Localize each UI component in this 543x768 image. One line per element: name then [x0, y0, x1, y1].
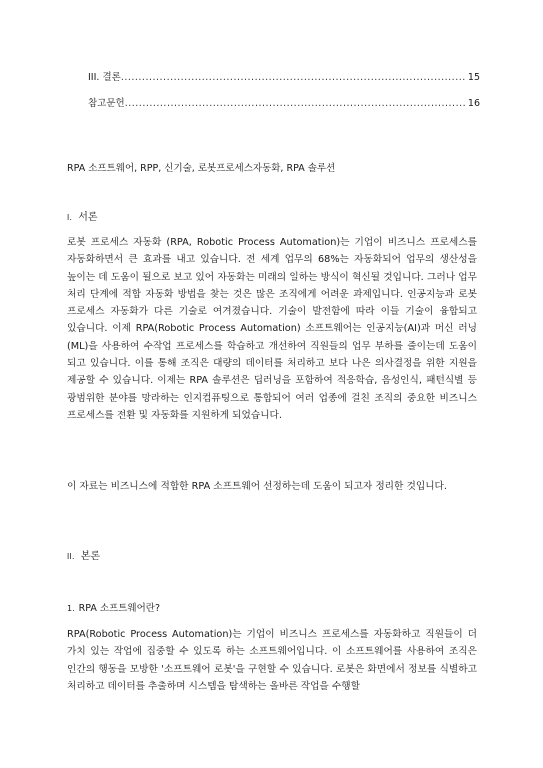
- subsection-heading: [67, 600, 160, 614]
- body-paragraph: 이 자료는 비즈니스에 적합한 RPA 소프트웨어 선정하는데 도움이 되고자 정리한 것입니다.: [67, 481, 447, 492]
- subsection-title: RPA 소프트웨어란?: [78, 603, 160, 614]
- section-heading-body: [67, 547, 100, 562]
- toc-leader-dots: [125, 98, 466, 109]
- subsection-number: 1.: [67, 604, 75, 613]
- toc-leader-dots: [121, 72, 466, 83]
- toc-page-number: 16: [467, 98, 480, 109]
- toc-entry-references[interactable]: [88, 95, 480, 109]
- body-paragraph: 로봇 프로세스 자동화 (RPA, Robotic Process Automation)는 기업이 비즈니스 프로세스를 자동화하면서 큰 효과를 내고 있습니다. 전 세계 업무의 68%는 자동화되어 업무의 생산성을 높이는 데 도움이 될으로 보고 있어 자동화는 미래의 일하는 방식이 혁신될 것입니다. 그러나 업무 처리 단계에 적합 자동화 방법을 찾는 것은 많은 조직에게 어려운 과제입니다. 인공지능과 로봇 프로세스 자동화가 다른 기술로 여겨졌습니다. 기술이 발전함에 따라 이들 기술이 융합되고 있습니다. 이제 RPA(Robotic Process Automation) 소프트웨어는 인공지능(AI)과 머신 러닝(ML)을 사용하여 수작업 프로세스를 학습하고 개선하여 직원들의 업무 부하를 줄이는데 도움이 되고 있습니다. 이를 통해 조직은 대량의 데이터를 처리하고 보다 나은 의사결정을 위한 지원을 제공할 수 있습니다. 이제는 RPA 솔루션은 딥러닝을 포함하여 적응학습, 음성인식, 패턴식별 등 광범위한 분야를 망라하는 인지컴퓨팅으로 통합되어 여러 업종에 걸친 조직의 중요한 비즈니스 프로세스를 전환 및 자동화를 지원하게 되었습니다.: [67, 237, 477, 421]
- section-heading-introduction: [67, 208, 98, 223]
- section-number: II.: [67, 552, 75, 561]
- section-title: 본론: [80, 551, 101, 562]
- section-title: 서론: [78, 212, 98, 223]
- body-paragraph: RPA(Robotic Process Automation)는 기업이 비즈니스 프로세스를 자동화하고 직원들이 더 가치 있는 작업에 집중할 수 있도록 하는 소프트웨어입니다. 이 소프트웨어를 사용하여 조직은 인간의 행동을 모방한 '소프트웨어 로봇'을 구현할 수 있습니다. 로봇은 화면에서 정보를 식별하고 처리하고 데이터를 추출하며 시스템을 탐색하는 올바른 작업을 수행할: [67, 629, 477, 692]
- keywords-line: RPA 소프트웨어, RPP, 신기술, 로봇프로세스자동화, RPA 솔루션: [67, 163, 336, 174]
- toc-page-number: 15: [467, 72, 480, 83]
- section-number: I.: [67, 213, 73, 222]
- toc-entry-conclusion[interactable]: [88, 69, 480, 83]
- toc-label: III. 결론: [88, 72, 121, 83]
- toc-label: 참고문헌: [88, 98, 125, 109]
